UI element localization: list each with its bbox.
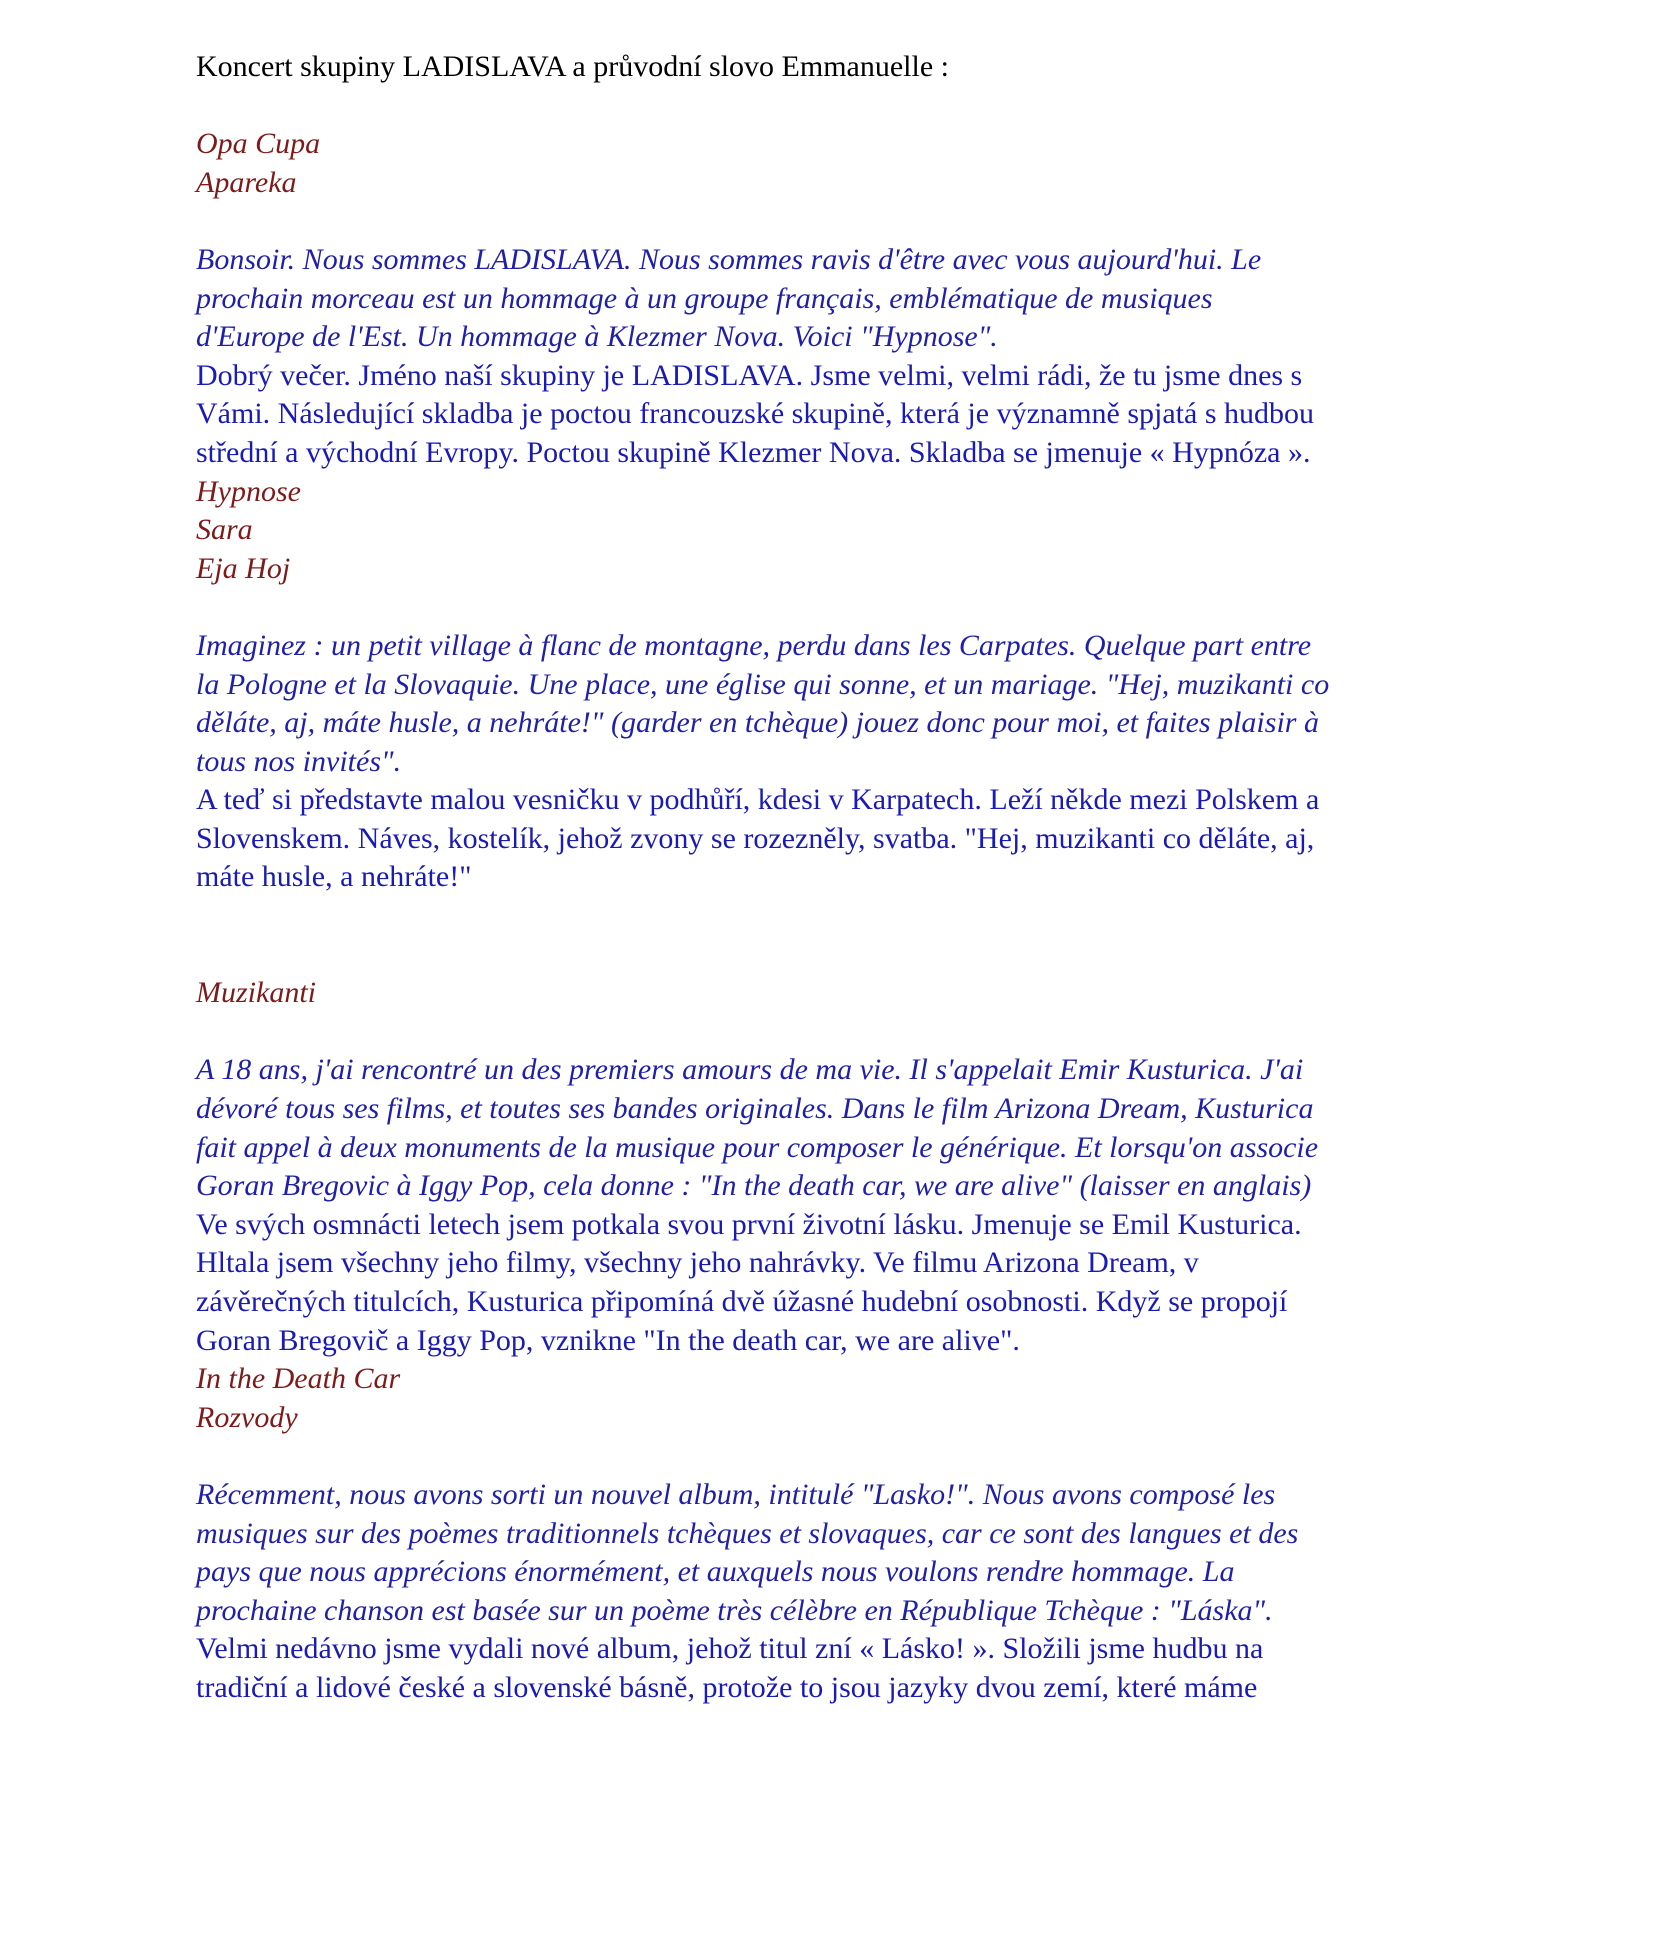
text-line: Imaginez : un petit village à flanc de montagne, perdu dans les Carpates. Quelque part entre [196,628,1312,662]
song-title: Eja Hoj [196,551,291,585]
song-list [196,974,1526,1013]
text-line: tradiční a lidové české a slovenské básně, protože to jsou jazyky dvou zemí, které máme [196,1670,1258,1704]
text-line: musiques sur des poèmes traditionnels tchèques et slovaques, car ce sont des langues et des [196,1516,1299,1550]
text-line: fait appel à deux monuments de la musique pour composer le générique. Et lorsqu'on associe [196,1130,1319,1164]
text-line: A teď si představte malou vesničku v podhůří, kdesi v Karpatech. Leží někde mezi Polskem a [196,783,1320,817]
text-line: d'Europe de l'Est. Un hommage à Klezmer Nova. Voici "Hypnose". [196,320,998,354]
text-line: střední a východní Evropy. Poctou skupině Klezmer Nova. Skladba se jmenuje « Hypnóza ». [196,435,1311,469]
text-line: pays que nous apprécions énormément, et auxquels nous voulons rendre hommage. La [196,1555,1235,1589]
text-line: Récemment, nous avons sorti un nouvel album, intitulé "Lasko!". Nous avons composé les [196,1477,1276,1511]
song-title: Hypnose [196,474,301,508]
text-line: Velmi nedávno jsme vydali nové album, jehož titul zní « Lásko! ». Složili jsme hudbu na [196,1632,1264,1666]
text-line: Vámi. Následující skladba je poctou francouzské skupině, která je významně spjatá s hudbou [196,397,1314,431]
song-title: Sara [196,513,253,547]
french-paragraph [196,241,1526,357]
czech-paragraph [196,357,1526,473]
french-paragraph [196,1476,1526,1630]
czech-paragraph [196,1630,1526,1707]
czech-paragraph [196,781,1526,897]
text-line: máte husle, a nehráte!" [196,860,472,894]
text-line: Goran Bregovic à Iggy Pop, cela donne : "In the death car, we are alive" (laisser en anglais) [196,1169,1312,1203]
document-title: Koncert skupiny LADISLAVA a průvodní slovo Emmanuelle : [196,50,949,83]
text-line: Goran Bregovič a Iggy Pop, vznikne "In the death car, we are alive". [196,1323,1020,1357]
song-title: Muzikanti [196,976,316,1010]
song-list [196,1360,1526,1437]
text-line: děláte, aj, máte husle, a nehráte!" (garder en tchèque) jouez donc pour moi, et faites plaisir à [196,706,1319,740]
song-list [196,473,1526,589]
song-title: Rozvody [196,1400,298,1434]
french-paragraph [196,627,1526,781]
text-line: závěrečných titulcích, Kusturica připomíná dvě úžasné hudební osobnosti. Když se propojí [196,1285,1288,1318]
french-paragraph [196,1051,1526,1205]
czech-paragraph [196,1206,1526,1360]
text-line: Slovenskem. Náves, kostelík, jehož zvony se rozezněly, svatba. "Hej, muzikanti co děláte, aj, [196,821,1315,855]
text-line: prochain morceau est un hommage à un groupe français, emblématique de musiques [196,281,1213,315]
text-line: Hltala jsem všechny jeho filmy, všechny jeho nahrávky. Ve filmu Arizona Dream, v [196,1246,1199,1280]
text-line: Bonsoir. Nous sommes LADISLAVA. Nous sommes ravis d'être avec vous aujourd'hui. Le [196,242,1262,276]
text-line: dévoré tous ses films, et toutes ses bandes originales. Dans le film Arizona Dream, Kusturica [196,1092,1314,1126]
document-page [196,48,1526,1708]
text-line: prochaine chanson est basée sur un poème très célèbre en République Tchèque : "Láska". [196,1593,1273,1627]
song-list [196,125,1526,202]
text-line: tous nos invités". [196,744,402,778]
song-title: Apareka [196,165,297,199]
text-line: Ve svých osmnácti letech jsem potkala svou první životní lásku. Jmenuje se Emil Kusturica. [196,1207,1302,1241]
song-title: In the Death Car [196,1362,401,1396]
text-line: A 18 ans, j'ai rencontré un des premiers amours de ma vie. Il s'appelait Emir Kusturica. J'ai [196,1053,1304,1087]
text-line: Dobrý večer. Jméno naší skupiny je LADISLAVA. Jsme velmi, velmi rádi, že tu jsme dnes s [196,358,1303,392]
song-title: Opa Cupa [196,127,321,161]
text-line: la Pologne et la Slovaquie. Une place, une église qui sonne, et un mariage. "Hej, muzikanti co [196,667,1330,701]
